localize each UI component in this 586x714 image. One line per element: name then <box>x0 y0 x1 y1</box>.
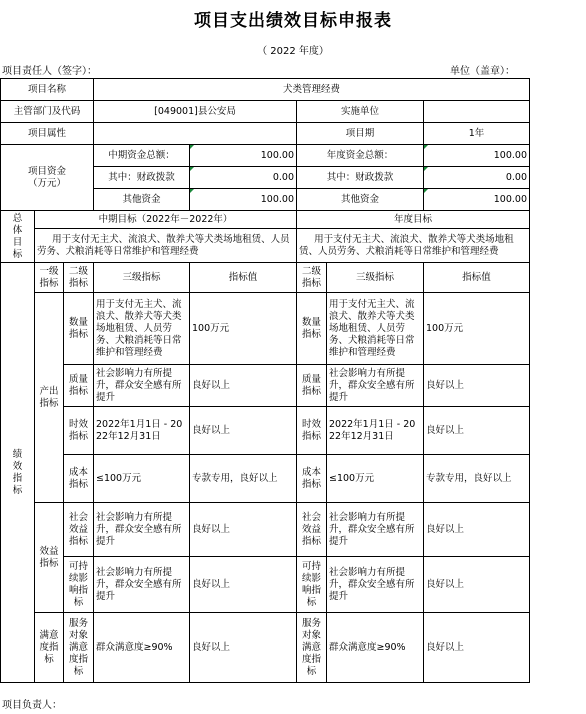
annual-goal-text: 用于支付无主犬、流浪犬、散养犬等犬类场地租赁、人员劳务、犬粮消耗等日常维护和管理经费 <box>297 229 530 263</box>
row-l2: 成本 指标 <box>64 455 94 503</box>
annual-fiscal-label: 其中：财政拨款 <box>297 167 424 189</box>
overall-goal-label: 总 体 目 标 <box>1 211 35 263</box>
row-value-annual: 100万元 <box>424 293 530 365</box>
project-period-label: 项目期 <box>297 123 424 145</box>
row-l3: 社会影响力有所提升，群众安全感有所提升 <box>94 557 190 613</box>
project-attr-label: 项目属性 <box>1 123 94 145</box>
row-value-annual: 良好以上 <box>424 365 530 407</box>
row-l2-annual: 数量 指标 <box>297 293 327 365</box>
annual-other-label: 其他资金 <box>297 189 424 211</box>
mid-goal-text: 用于支付无主犬、流浪犬、散养犬等犬类场地租赁、人员劳务、犬粮消耗等日常维护和管理经费 <box>35 229 297 263</box>
row-l3-annual: 社会影响力有所提升，群众安全感有所提升 <box>327 365 424 407</box>
annual-other-value: 100.00 <box>424 189 530 211</box>
row-l2-annual: 时效 指标 <box>297 407 327 455</box>
annual-fiscal-value: 0.00 <box>424 167 530 189</box>
impl-unit-label: 实施单位 <box>297 101 424 123</box>
row-l2: 社会 效益 指标 <box>64 503 94 557</box>
row-l2-annual: 成本 指标 <box>297 455 327 503</box>
col-value-header-annual: 指标值 <box>424 263 530 293</box>
mid-goal-header: 中期目标（2022年－2022年） <box>35 211 297 229</box>
annual-goal-header: 年度目标 <box>297 211 530 229</box>
year-line: （ 2022 年度） <box>257 46 329 57</box>
form-title: 项目支出绩效目标申报表 <box>194 11 392 31</box>
row-l2: 数量 指标 <box>64 293 94 365</box>
satisfaction-indicator-label: 满意 度指 标 <box>35 613 64 683</box>
row-l3-annual: 2022年1月1日 - 2022年12月31日 <box>327 407 424 455</box>
row-value-annual: 良好以上 <box>424 613 530 683</box>
col-level2-header-annual: 二级 指标 <box>297 263 327 293</box>
row-l3: 用于支付无主犬、流浪犬、散养犬等犬类场地租赁、人员劳务、犬粮消耗等日常维护和管理经费 <box>94 293 190 365</box>
unit-seal-label: 单位（盖章）： <box>450 66 515 77</box>
row-value: 专款专用，良好以上 <box>190 455 297 503</box>
row-l2-annual: 可持 续影 响指 标 <box>297 557 327 613</box>
row-l3: 2022年1月1日 - 2022年12月31日 <box>94 407 190 455</box>
row-value-annual: 良好以上 <box>424 503 530 557</box>
row-l3-annual: 社会影响力有所提升，群众安全感有所提升 <box>327 503 424 557</box>
dept-label: 主管部门及代码 <box>1 101 94 123</box>
row-l3-annual: 用于支付无主犬、流浪犬、散养犬等犬类场地租赁、人员劳务、犬粮消耗等日常维护和管理经费 <box>327 293 424 365</box>
row-l2: 可持 续影 响指 标 <box>64 557 94 613</box>
row-value: 良好以上 <box>190 407 297 455</box>
row-l2: 质量 指标 <box>64 365 94 407</box>
mid-total-label: 中期资金总额： <box>94 145 190 167</box>
col-level3-header: 三级指标 <box>94 263 190 293</box>
row-value-annual: 良好以上 <box>424 407 530 455</box>
row-l3: 社会影响力有所提升，群众安全感有所提升 <box>94 503 190 557</box>
performance-indicator-label: 绩 效 指 标 <box>1 263 35 683</box>
row-l2: 时效 指标 <box>64 407 94 455</box>
benefit-indicator-label: 效益 指标 <box>35 503 64 613</box>
row-l2-annual: 质量 指标 <box>297 365 327 407</box>
output-indicator-label: 产出 指标 <box>35 293 64 503</box>
row-l2-annual: 服务 对象 满意 度指 标 <box>297 613 327 683</box>
project-attr-value <box>94 123 297 145</box>
row-value: 良好以上 <box>190 613 297 683</box>
mid-total-value: 100.00 <box>190 145 297 167</box>
row-l3: 社会影响力有所提升，群众安全感有所提升 <box>94 365 190 407</box>
responsible-signature-label: 项目责任人（签字）： <box>2 66 97 77</box>
dept-value: [049001]县公安局 <box>94 101 297 123</box>
col-level1-header: 一级 指标 <box>35 263 64 293</box>
impl-unit-value <box>424 101 530 123</box>
mid-fiscal-value: 0.00 <box>190 167 297 189</box>
project-name-label: 项目名称 <box>1 79 94 101</box>
row-l3-annual: 社会影响力有所提升，群众安全感有所提升 <box>327 557 424 613</box>
mid-fiscal-label: 其中：财政拨款 <box>94 167 190 189</box>
row-value-annual: 良好以上 <box>424 557 530 613</box>
row-l2-annual: 社会 效益 指标 <box>297 503 327 557</box>
project-name-value: 犬类管理经费 <box>94 79 530 101</box>
col-value-header: 指标值 <box>190 263 297 293</box>
row-l3-annual: 群众满意度≥90% <box>327 613 424 683</box>
row-l3-annual: ≤100万元 <box>327 455 424 503</box>
mid-other-value: 100.00 <box>190 189 297 211</box>
performance-goal-table <box>0 78 530 683</box>
annual-total-label: 年度资金总额： <box>297 145 424 167</box>
mid-other-label: 其他资金 <box>94 189 190 211</box>
row-value: 良好以上 <box>190 557 297 613</box>
project-period-value: 1年 <box>424 123 530 145</box>
row-value: 100万元 <box>190 293 297 365</box>
row-l3: 群众满意度≥90% <box>94 613 190 683</box>
row-value: 良好以上 <box>190 503 297 557</box>
annual-total-value: 100.00 <box>424 145 530 167</box>
row-value-annual: 专款专用，良好以上 <box>424 455 530 503</box>
row-value: 良好以上 <box>190 365 297 407</box>
col-level3-header-annual: 三级指标 <box>327 263 424 293</box>
funds-label: 项目资金 （万元） <box>1 145 94 211</box>
project-lead-label: 项目负责人： <box>2 700 62 711</box>
row-l2: 服务 对象 满意 度指 标 <box>64 613 94 683</box>
col-level2-header: 二级 指标 <box>64 263 94 293</box>
row-l3: ≤100万元 <box>94 455 190 503</box>
